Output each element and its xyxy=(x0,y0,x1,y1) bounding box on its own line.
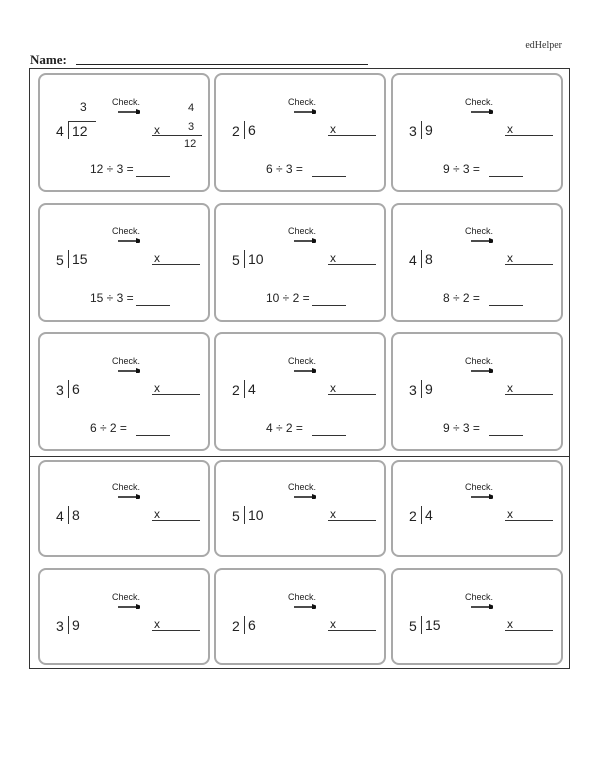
problem-card xyxy=(38,460,210,557)
check-label: Check. xyxy=(465,226,494,236)
arrow-right-icon xyxy=(471,367,493,373)
equation-answer-field[interactable] xyxy=(312,176,346,177)
arrow-right-icon xyxy=(294,108,316,114)
check-label: Check. xyxy=(112,356,141,366)
dividend-bracket: 12 xyxy=(68,121,96,139)
problem-card xyxy=(38,332,210,451)
times-sign: x xyxy=(330,617,336,631)
divisor: 5 xyxy=(232,252,240,268)
times-sign: x xyxy=(330,507,336,521)
times-sign: x xyxy=(507,251,513,265)
times-sign: x xyxy=(330,381,336,395)
arrow-right-icon xyxy=(471,237,493,243)
division-equation: 6 ÷ 3 = xyxy=(266,162,303,176)
equation-answer-field[interactable] xyxy=(136,305,170,306)
product-line xyxy=(152,135,202,136)
brand-label: edHelper xyxy=(525,40,562,51)
times-sign: x xyxy=(507,122,513,136)
divisor: 4 xyxy=(56,123,64,139)
check-label: Check. xyxy=(288,97,317,107)
dividend-bracket: 6 xyxy=(244,121,266,139)
arrow-right-icon xyxy=(294,603,316,609)
problem-card xyxy=(214,73,386,192)
dividend-bracket: 9 xyxy=(421,121,443,139)
times-sign: x xyxy=(507,507,513,521)
dividend-bracket: 9 xyxy=(68,616,90,634)
product: 12 xyxy=(184,138,197,150)
arrow-right-icon xyxy=(294,367,316,373)
arrow-right-icon xyxy=(118,237,140,243)
multiplier: 3 xyxy=(188,121,195,133)
equation-answer-field[interactable] xyxy=(489,435,523,436)
answer-field[interactable] xyxy=(505,520,553,521)
answer-field[interactable] xyxy=(328,630,376,631)
problem-card xyxy=(391,73,563,192)
check-label: Check. xyxy=(112,592,141,602)
answer-field[interactable] xyxy=(505,135,553,136)
check-label: Check. xyxy=(112,226,141,236)
arrow-right-icon xyxy=(118,367,140,373)
problem-card xyxy=(38,73,210,192)
arrow-right-icon xyxy=(471,108,493,114)
problem-card xyxy=(38,568,210,665)
name-field[interactable] xyxy=(76,64,368,65)
dividend-bracket: 4 xyxy=(244,380,266,398)
answer-field[interactable] xyxy=(328,520,376,521)
divisor: 2 xyxy=(409,508,417,524)
dividend-bracket: 10 xyxy=(244,250,272,268)
problem-card xyxy=(38,203,210,322)
check-label: Check. xyxy=(112,97,141,107)
dividend-bracket: 6 xyxy=(244,616,266,634)
answer-field[interactable] xyxy=(152,630,200,631)
times-sign: x xyxy=(507,617,513,631)
times-sign: x xyxy=(154,381,160,395)
check-label: Check. xyxy=(465,97,494,107)
divisor: 3 xyxy=(409,123,417,139)
divisor: 2 xyxy=(232,618,240,634)
problem-card xyxy=(214,568,386,665)
arrow-right-icon xyxy=(118,603,140,609)
answer-field[interactable] xyxy=(152,394,200,395)
problem-card xyxy=(214,332,386,451)
check-label: Check. xyxy=(288,482,317,492)
times-sign: x xyxy=(154,507,160,521)
problem-card xyxy=(391,460,563,557)
divisor: 4 xyxy=(409,252,417,268)
dividend-bracket: 9 xyxy=(421,380,443,398)
answer-field[interactable] xyxy=(152,520,200,521)
answer-field[interactable] xyxy=(505,264,553,265)
divisor: 5 xyxy=(232,508,240,524)
arrow-right-icon xyxy=(118,108,140,114)
problem-card xyxy=(391,203,563,322)
divisor: 5 xyxy=(56,252,64,268)
arrow-right-icon xyxy=(471,603,493,609)
division-equation: 9 ÷ 3 = xyxy=(443,421,480,435)
problem-card xyxy=(214,203,386,322)
equation-answer-field[interactable] xyxy=(489,176,523,177)
check-label: Check. xyxy=(112,482,141,492)
dividend-bracket: 15 xyxy=(421,616,449,634)
divisor: 5 xyxy=(409,618,417,634)
answer-field[interactable] xyxy=(328,394,376,395)
problem-card xyxy=(391,332,563,451)
answer-field[interactable] xyxy=(328,135,376,136)
division-equation: 6 ÷ 2 = xyxy=(90,421,127,435)
equation-answer-field[interactable] xyxy=(136,176,170,177)
dividend-bracket: 4 xyxy=(421,506,443,524)
check-label: Check. xyxy=(288,356,317,366)
times-sign: x xyxy=(507,381,513,395)
dividend-bracket: 8 xyxy=(421,250,443,268)
check-label: Check. xyxy=(288,226,317,236)
check-label: Check. xyxy=(288,592,317,602)
division-equation: 15 ÷ 3 = xyxy=(90,291,134,305)
division-equation: 4 ÷ 2 = xyxy=(266,421,303,435)
dividend-bracket: 15 xyxy=(68,250,96,268)
check-label: Check. xyxy=(465,356,494,366)
arrow-right-icon xyxy=(294,493,316,499)
worksheet-divider xyxy=(29,456,570,457)
division-equation: 12 ÷ 3 = xyxy=(90,162,134,176)
quotient: 3 xyxy=(80,100,87,114)
answer-field[interactable] xyxy=(505,394,553,395)
equation-answer-field[interactable] xyxy=(489,305,523,306)
divisor: 4 xyxy=(56,508,64,524)
arrow-right-icon xyxy=(471,493,493,499)
times-sign: x xyxy=(154,617,160,631)
equation-answer-field[interactable] xyxy=(136,435,170,436)
answer-field[interactable] xyxy=(152,264,200,265)
times-sign: x xyxy=(154,251,160,265)
equation-answer-field[interactable] xyxy=(312,305,346,306)
name-label: Name: xyxy=(30,52,67,67)
dividend-bracket: 6 xyxy=(68,380,90,398)
problem-card xyxy=(391,568,563,665)
equation-answer-field[interactable] xyxy=(312,435,346,436)
times-sign: x xyxy=(330,122,336,136)
divisor: 2 xyxy=(232,123,240,139)
multiplier-top: 4 xyxy=(188,102,195,114)
times-sign: x xyxy=(330,251,336,265)
divisor: 3 xyxy=(56,382,64,398)
dividend-bracket: 8 xyxy=(68,506,90,524)
divisor: 3 xyxy=(409,382,417,398)
arrow-right-icon xyxy=(118,493,140,499)
times-sign: x xyxy=(154,123,160,137)
dividend-bracket: 10 xyxy=(244,506,272,524)
answer-field[interactable] xyxy=(505,630,553,631)
divisor: 2 xyxy=(232,382,240,398)
problem-card xyxy=(214,460,386,557)
division-equation: 10 ÷ 2 = xyxy=(266,291,310,305)
division-equation: 9 ÷ 3 = xyxy=(443,162,480,176)
check-label: Check. xyxy=(465,482,494,492)
arrow-right-icon xyxy=(294,237,316,243)
check-label: Check. xyxy=(465,592,494,602)
answer-field[interactable] xyxy=(328,264,376,265)
division-equation: 8 ÷ 2 = xyxy=(443,291,480,305)
divisor: 3 xyxy=(56,618,64,634)
